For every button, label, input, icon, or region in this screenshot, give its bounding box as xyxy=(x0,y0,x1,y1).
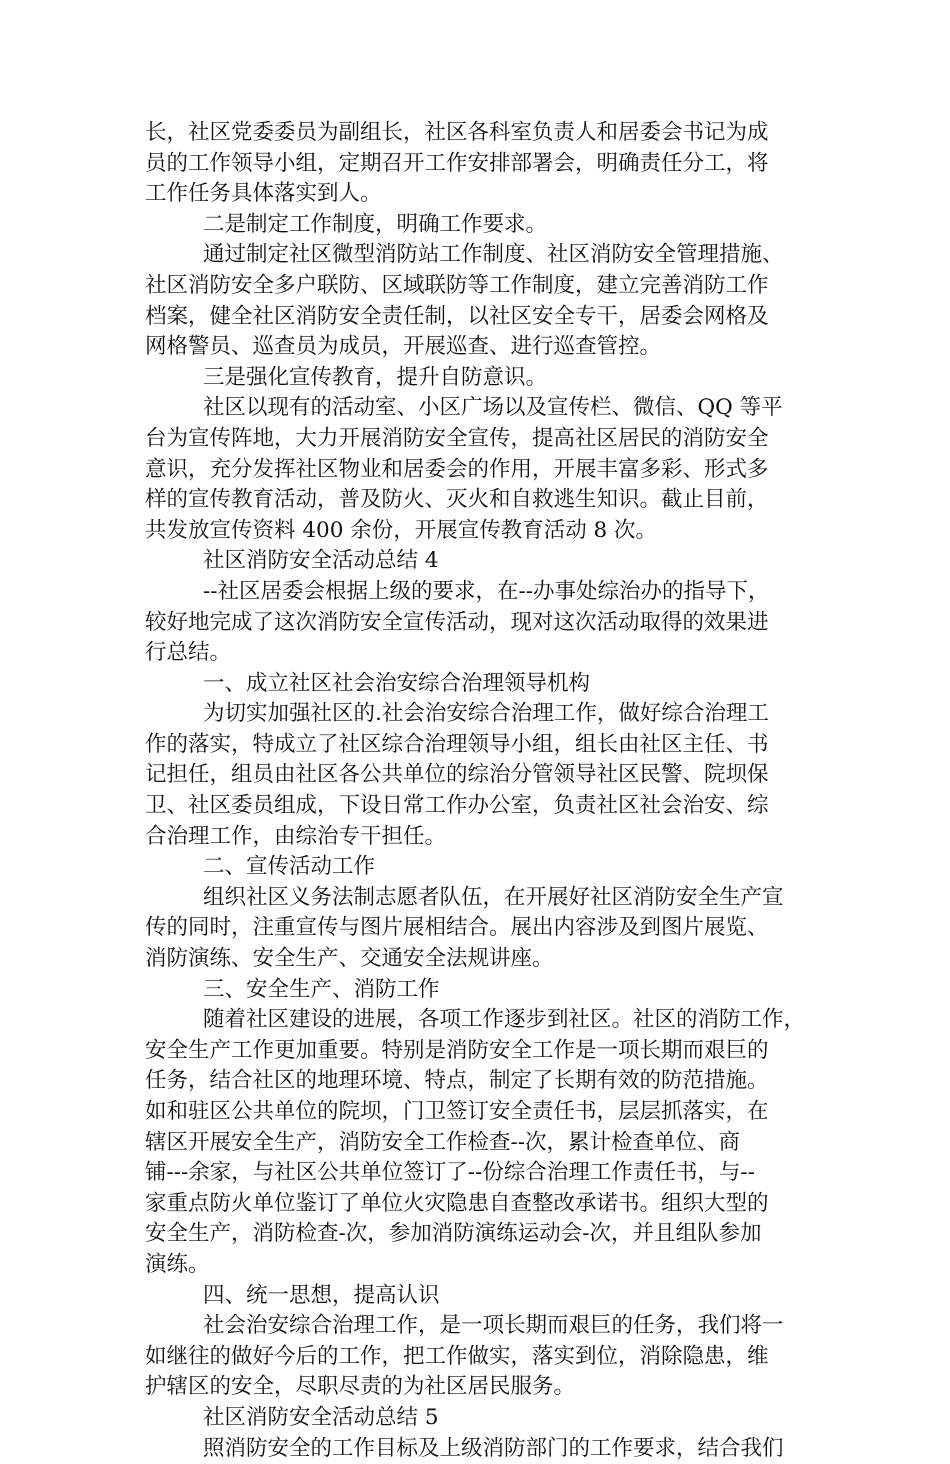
text-line: 三是强化宣传教育，提升自防意识。 xyxy=(203,364,548,390)
text-line: 家重点防火单位鉴订了单位火灾隐患自查整改承诺书。组织大型的 xyxy=(145,1190,769,1216)
text-line: 随着社区建设的进展，各项工作逐步到社区。社区的消防工作， xyxy=(203,1007,806,1033)
text-line: 样的宣传教育活动，普及防火、灭火和自救逃生知识。截止目前， xyxy=(145,487,769,513)
document-body xyxy=(145,118,809,1464)
text-line: 台为宣传阵地，大力开展消防安全宣传，提高社区居民的消防安全 xyxy=(145,425,769,451)
text-line: 组织社区义务法制志愿者队伍，在开展好社区消防安全生产宣 xyxy=(203,884,784,910)
text-line: 作的落实，特成立了社区综合治理领导小组，组长由社区主任、书 xyxy=(145,731,769,757)
text-line: 网格警员、巡查员为成员，开展巡查、进行巡查管控。 xyxy=(145,334,662,360)
text-line: 员的工作领导小组，定期召开工作安排部署会，明确责任分工，将 xyxy=(145,150,769,176)
text-line: 社区以现有的活动室、小区广场以及宣传栏、微信、QQ 等平 xyxy=(203,395,783,421)
text-line: 任务，结合社区的地理环境、特点，制定了长期有效的防范措施。 xyxy=(145,1068,769,1094)
text-line: 辖区开展安全生产，消防安全工作检查--次，累计检查单位、商 xyxy=(145,1129,741,1155)
text-line: 二是制定工作制度，明确工作要求。 xyxy=(203,211,548,237)
text-line: 卫、社区委员组成，下设日常工作办公室，负责社区社会治安、综 xyxy=(145,793,769,819)
text-line: 演练。 xyxy=(145,1251,210,1277)
text-line: 档案，健全社区消防安全责任制，以社区安全专干，居委会网格及 xyxy=(145,303,769,329)
text-line: 社区消防安全活动总结 5 xyxy=(203,1404,439,1430)
text-line: 共发放宣传资料 400 余份，开展宣传教育活动 8 次。 xyxy=(145,517,658,543)
text-line: 一、成立社区社会治安综合治理领导机构 xyxy=(203,670,591,696)
text-line: 安全生产，消防检查-次，参加消防演练运动会-次，并且组队参加 xyxy=(145,1221,762,1247)
text-line: 三、安全生产、消防工作 xyxy=(203,976,440,1002)
text-line: 社会治安综合治理工作，是一项长期而艰巨的任务，我们将一 xyxy=(203,1313,784,1339)
text-line: 传的同时，注重宣传与图片展相结合。展出内容涉及到图片展览、 xyxy=(145,915,769,941)
text-line: 记担任，组员由社区各公共单位的综治分管领导社区民警、院坝保 xyxy=(145,762,769,788)
text-line: 安全生产工作更加重要。特别是消防安全工作是一项长期而艰巨的 xyxy=(145,1037,769,1063)
text-line: 合治理工作，由综治专干担任。 xyxy=(145,823,447,849)
text-line: 铺---余家，与社区公共单位签订了--份综合治理工作责任书，与-- xyxy=(145,1160,755,1186)
text-line: 意识，充分发挥社区物业和居委会的作用，开展丰富多彩、形式多 xyxy=(145,456,769,482)
text-line: 四、统一思想，提高认识 xyxy=(203,1282,440,1308)
text-line: 为切实加强社区的.社会治安综合治理工作，做好综合治理工 xyxy=(203,701,769,727)
text-line: 二、宣传活动工作 xyxy=(203,854,376,880)
text-line: 社区消防安全多户联防、区域联防等工作制度，建立完善消防工作 xyxy=(145,272,769,298)
text-line: 长，社区党委委员为副组长，社区各科室负责人和居委会书记为成 xyxy=(145,120,769,145)
text-line: 通过制定社区微型消防站工作制度、社区消防安全管理措施、 xyxy=(203,242,784,268)
text-line: 行总结。 xyxy=(145,640,232,666)
text-line: 如和驻区公共单位的院坝，门卫签订安全责任书，层层抓落实，在 xyxy=(145,1099,769,1124)
text-line: 消防演练、安全生产、交通安全法规讲座。 xyxy=(145,946,554,972)
text-line: 护辖区的安全，尽职尽责的为社区居民服务。 xyxy=(145,1374,576,1400)
text-line: 如继往的做好今后的工作，把工作做实，落实到位，消除隐患，维 xyxy=(145,1343,769,1369)
text-line: 照消防安全的工作目标及上级消防部门的工作要求，结合我们 xyxy=(203,1435,784,1461)
text-line: 工作任务具体落实到人。 xyxy=(145,181,382,207)
text-line: --社区居委会根据上级的要求，在--办事处综治办的指导下， xyxy=(203,578,770,604)
text-line: 较好地完成了这次消防安全宣传活动，现对这次活动取得的效果进 xyxy=(145,609,769,635)
text-line: 社区消防安全活动总结 4 xyxy=(203,548,439,574)
